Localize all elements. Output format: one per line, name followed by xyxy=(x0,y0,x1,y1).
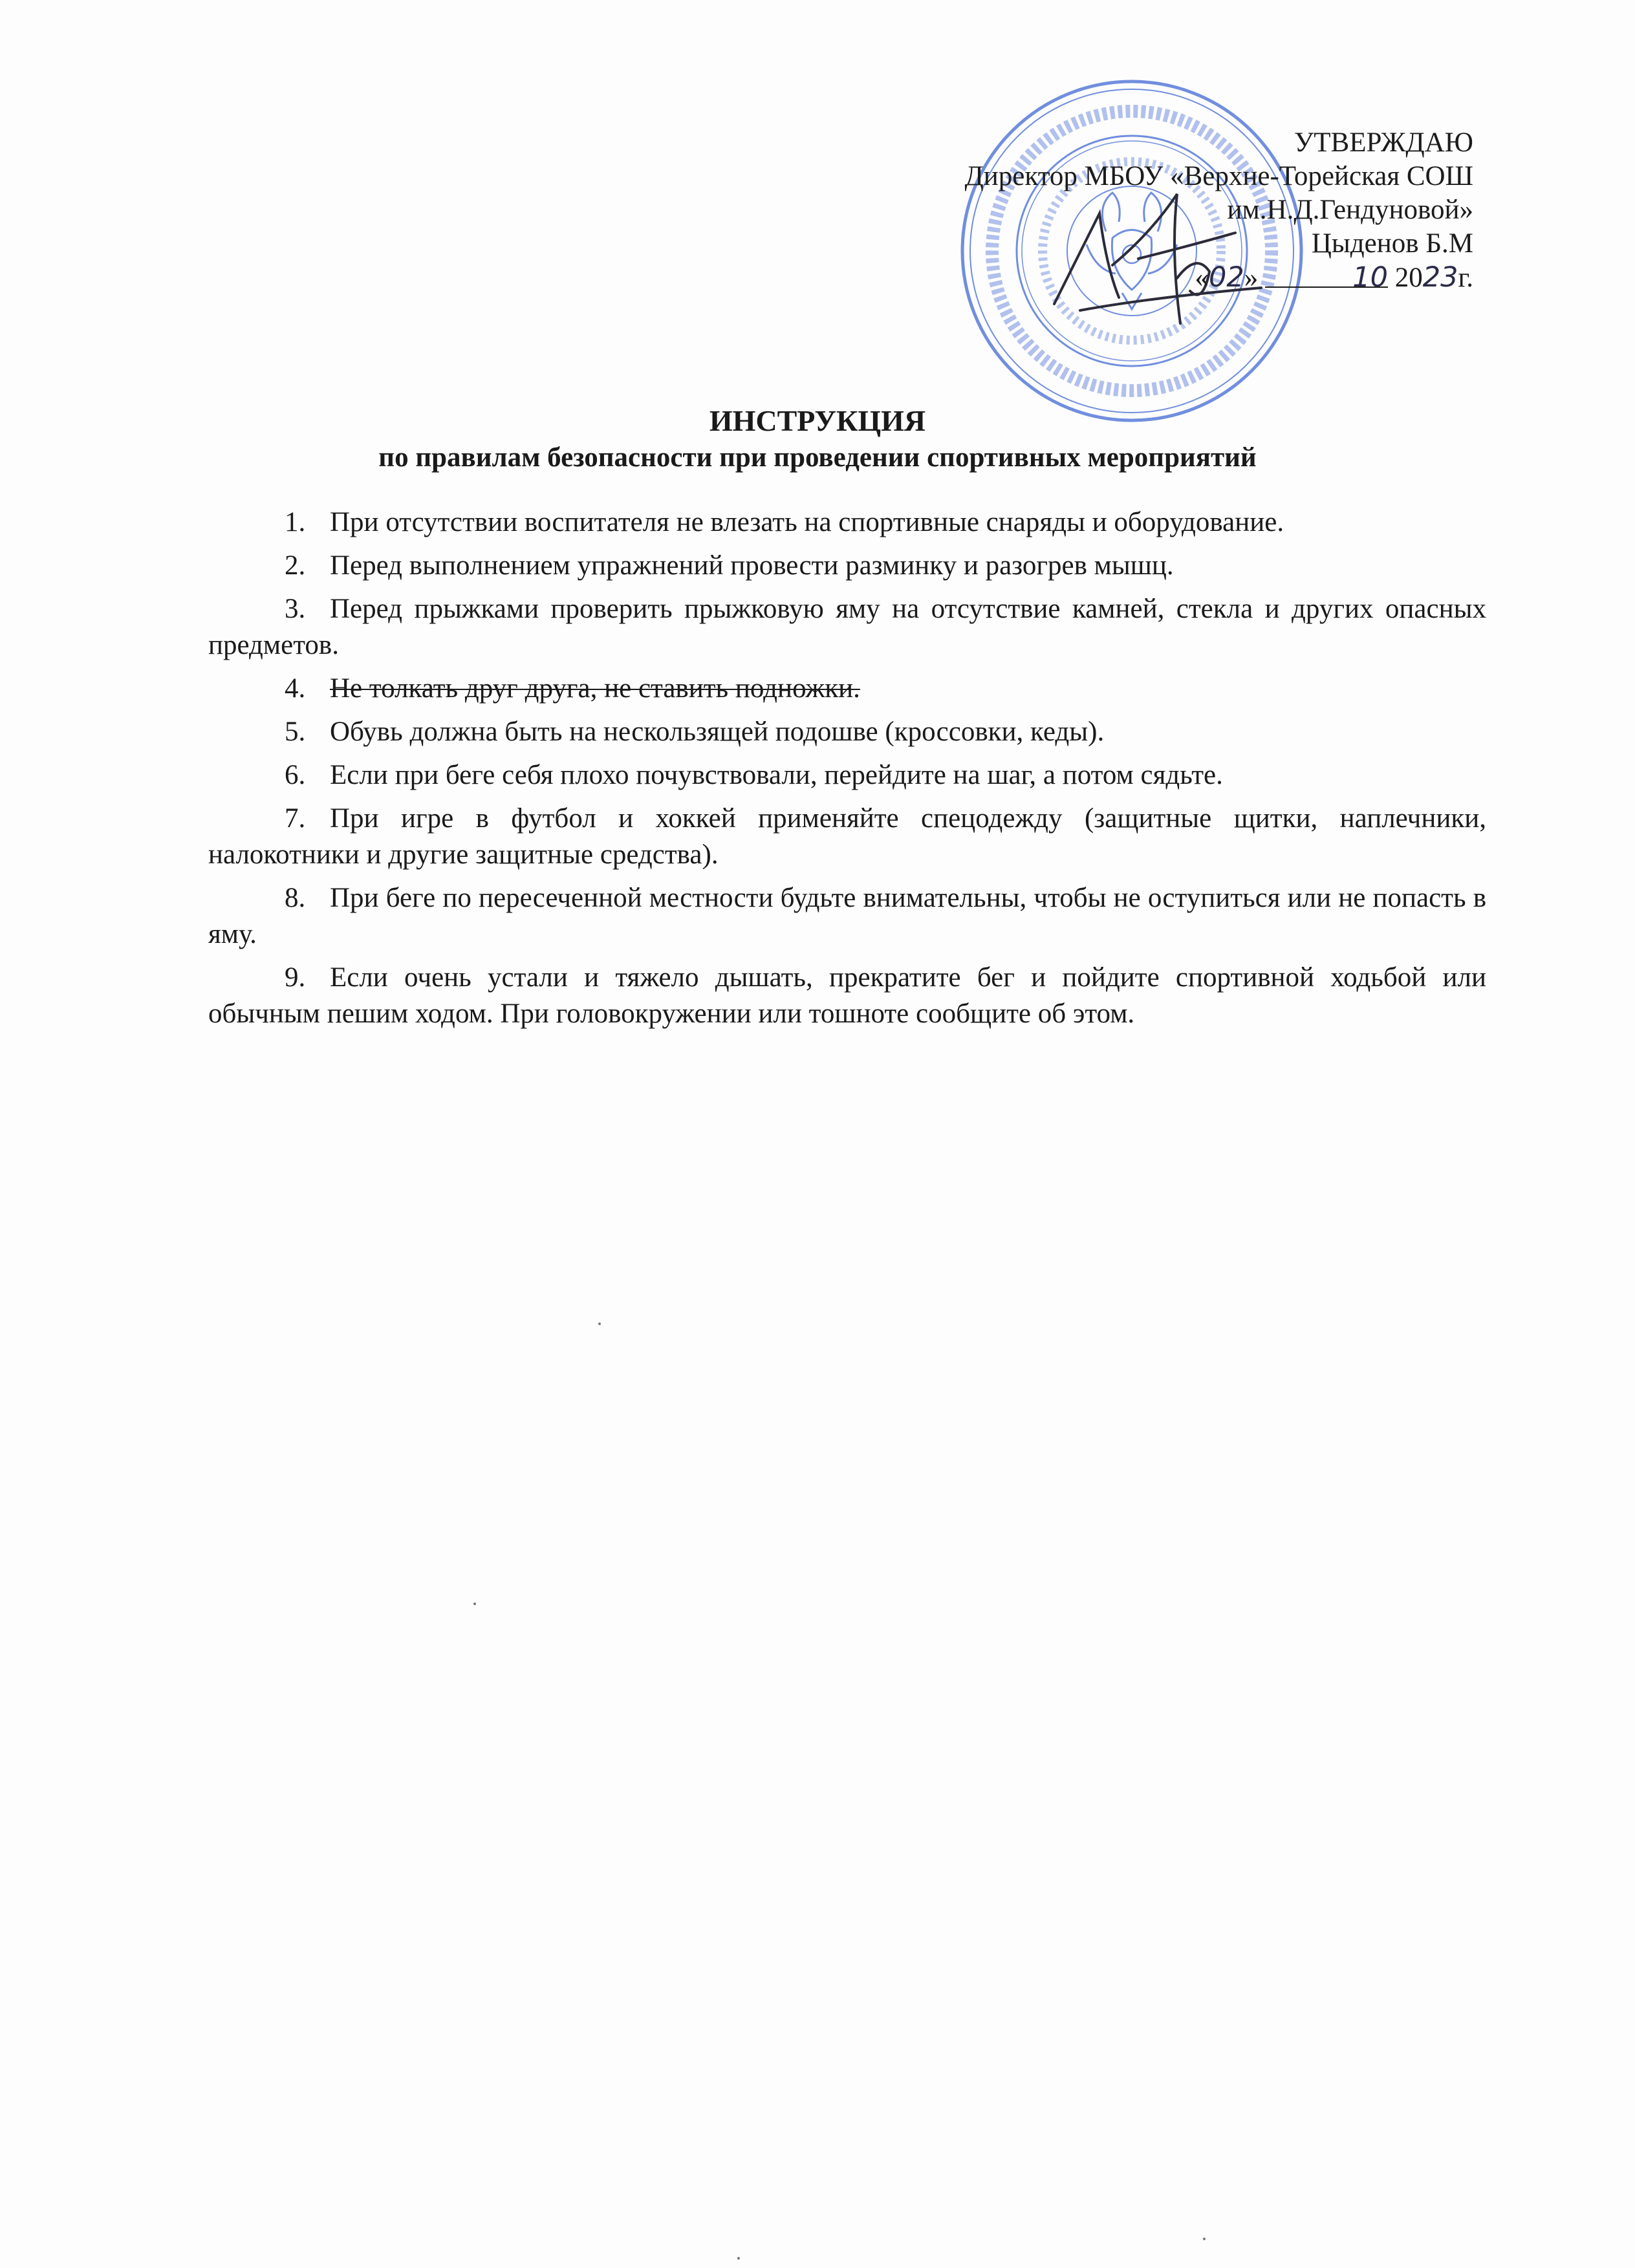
item-number: 2. xyxy=(285,550,306,581)
date-day: 02 xyxy=(1209,261,1244,294)
item-number: 6. xyxy=(285,760,306,790)
item-text: Перед выполнением упражнений провести разминку и разогрев мышц. xyxy=(330,550,1174,581)
item-text: Если при беге себя плохо почувствовали, перейдите на шаг, а потом сядьте. xyxy=(330,760,1223,790)
instruction-item xyxy=(208,960,1486,1032)
approval-director-name: Цыденов Б.М xyxy=(1311,228,1473,259)
document-subtitle: по правилам безопасности при проведении спортивных мероприятий xyxy=(378,442,1257,473)
item-number: 8. xyxy=(285,883,306,913)
approval-date xyxy=(891,261,1473,295)
item-number: 4. xyxy=(285,673,306,704)
item-number: 3. xyxy=(285,594,306,624)
date-suffix: г. xyxy=(1458,263,1473,293)
item-number: 7. xyxy=(285,803,306,834)
approval-heading: УТВЕРЖДАЮ xyxy=(1294,127,1473,158)
instruction-item xyxy=(208,757,1486,794)
item-text: Не толкать друг друга, не ставить подножки. xyxy=(330,673,860,704)
scan-speck xyxy=(737,2257,740,2260)
scan-speck xyxy=(1203,2238,1206,2240)
item-text: Обувь должна быть на нескользящей подошве (кроссовки, кеды). xyxy=(330,717,1105,747)
scan-speck xyxy=(473,1603,476,1605)
item-text: При отсутствии воспитателя не влезать на спортивные снаряды и оборудование. xyxy=(330,507,1284,537)
instruction-item xyxy=(208,548,1486,584)
approval-block xyxy=(891,126,1473,295)
date-month-field xyxy=(1265,261,1388,294)
instruction-item xyxy=(208,671,1486,707)
approval-position: Директор МБОУ «Верхне-Торейская СОШ xyxy=(964,161,1473,191)
item-number: 1. xyxy=(285,507,306,537)
item-text: Перед прыжками проверить прыжковую яму на отсутствие камней, стекла и других опасных предметов. xyxy=(208,594,1486,660)
date-year-prefix: 20 xyxy=(1394,263,1423,293)
item-text: При беге по пересеченной местности будьте внимательны, чтобы не оступиться или не попасть в яму. xyxy=(208,883,1486,949)
date-year-suffix: 23 xyxy=(1422,261,1458,294)
approval-school-name: им.Н.Д.Гендуновой» xyxy=(1227,195,1473,225)
scan-speck xyxy=(598,1323,601,1325)
date-open-quote: « xyxy=(1195,263,1209,293)
item-text: При игре в футбол и хоккей применяйте спецодежду (защитные щитки, наплечники, налокотники и другие защитные средства). xyxy=(208,803,1486,870)
date-close-quote: » xyxy=(1244,263,1259,293)
document-title: ИНСТРУКЦИЯ xyxy=(709,404,926,437)
instruction-list xyxy=(208,504,1486,1039)
instruction-item xyxy=(208,591,1486,664)
item-text: Если очень устали и тяжело дышать, прекратите бег и пойдите спортивной ходьбой или обычным пешим ходом. При головокружении или тошноте сообщите об этом. xyxy=(208,962,1486,1029)
date-month: 10 xyxy=(1352,261,1388,294)
item-number: 5. xyxy=(285,717,306,747)
instruction-item xyxy=(208,504,1486,541)
instruction-item xyxy=(208,714,1486,750)
instruction-item xyxy=(208,801,1486,873)
item-number: 9. xyxy=(285,962,306,993)
instruction-item xyxy=(208,880,1486,953)
